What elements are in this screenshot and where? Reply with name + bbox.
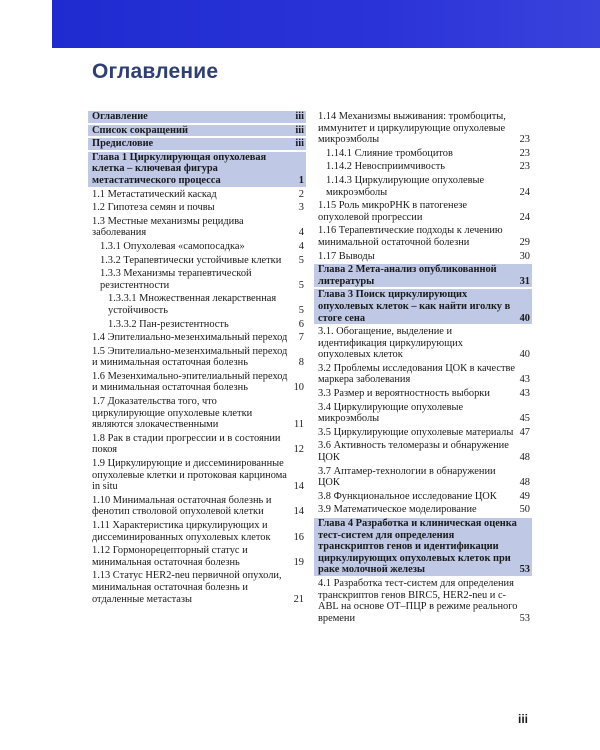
toc-entry[interactable]: [88, 396, 306, 431]
page-number: iii: [517, 712, 528, 726]
toc-entry-page: 21: [293, 593, 304, 605]
toc-entry-title: 1.2 Гипотеза семян и почвы: [92, 202, 215, 214]
toc-entry[interactable]: [88, 319, 306, 331]
toc-entry-title: 1.8 Рак в стадии прогрессии и в состоянии покоя: [92, 432, 281, 456]
toc-entry-page: 4: [298, 240, 304, 252]
toc-entry-title: 3.7 Аптамер-технологии в обнаружении ЦОК: [318, 465, 496, 489]
toc-chapter-entry[interactable]: [88, 111, 306, 123]
toc-entry[interactable]: [88, 346, 306, 369]
toc-entry-title: 1.9 Циркулирующие и диссеминированные опухолевые клетки и протоковая карцинома in situ: [92, 458, 287, 493]
toc-entry-page: 14: [293, 481, 304, 493]
toc-entry-page: iii: [295, 111, 304, 122]
toc-entry[interactable]: [314, 111, 532, 146]
toc-entry[interactable]: [314, 578, 532, 624]
toc-entry-title: 1.14.3 Циркулирующие опухолевые микроэмболы: [326, 174, 485, 198]
toc-entry-page: 23: [519, 161, 530, 173]
toc-entry[interactable]: [88, 268, 306, 291]
toc-entry[interactable]: [88, 189, 306, 201]
toc-entry-page: 24: [519, 211, 530, 223]
toc-entry[interactable]: [314, 402, 532, 425]
toc-entry-page: 7: [298, 332, 304, 344]
toc-entry-title: 3.1. Обогащение, выделение и идентификация циркулирующих опухолевых клеток: [318, 326, 463, 361]
toc-entry-page: 6: [298, 318, 304, 330]
toc-entry-title: 3.5 Циркулирующие опухолевые материалы: [318, 426, 514, 438]
toc-entry-page: iii: [295, 138, 304, 150]
toc-entry[interactable]: [314, 440, 532, 463]
toc-entry-title: 3.8 Функциональное исследование ЦОК: [318, 490, 497, 502]
toc-entry[interactable]: [314, 388, 532, 400]
toc-entry-title: Глава 2 Мета-анализ опубликованной литературы: [318, 264, 497, 287]
toc-entry-page: 3: [298, 202, 304, 214]
toc-entry[interactable]: [314, 504, 532, 516]
toc-entry-page: 5: [298, 304, 304, 316]
toc-entry[interactable]: [88, 570, 306, 605]
toc-entry-page: 30: [519, 250, 530, 262]
toc-entry[interactable]: [88, 458, 306, 493]
toc-entry-title: 1.10 Минимальная остаточная болезнь и фенотип стволовой опухолевой клетки: [92, 494, 272, 518]
toc-entry-page: 43: [519, 374, 530, 386]
toc-entry-title: 3.3 Размер и вероятностность выборки: [318, 388, 490, 400]
toc-entry[interactable]: [88, 433, 306, 456]
toc-entry[interactable]: [88, 216, 306, 239]
toc-entry[interactable]: [88, 495, 306, 518]
toc-entry-page: 1: [298, 174, 304, 186]
toc-entry-page: 53: [519, 564, 530, 576]
toc-chapter-entry[interactable]: [314, 518, 532, 576]
toc-entry[interactable]: [314, 491, 532, 503]
toc-entry-title: Оглавление: [92, 111, 148, 122]
toc-chapter-entry[interactable]: [88, 125, 306, 137]
toc-entry-page: 24: [519, 186, 530, 198]
toc-entry[interactable]: [314, 175, 532, 198]
toc-entry[interactable]: [314, 363, 532, 386]
toc-entry-title: 3.4 Циркулирующие опухолевые микроэмболы: [318, 401, 464, 425]
toc-chapter-entry[interactable]: [314, 289, 532, 324]
toc-entry-title: 1.7 Доказательства того, что циркулирующие опухолевые клетки являются злокачественными: [92, 396, 253, 431]
toc-entry[interactable]: [88, 241, 306, 253]
toc-entry-page: 23: [519, 147, 530, 159]
toc-entry-page: 12: [293, 444, 304, 456]
toc-entry-page: 50: [519, 504, 530, 516]
toc-entry-title: 1.3.1 Опухолевая «самопосадка»: [100, 240, 245, 252]
toc-entry-title: 1.3.2 Терапевтически устойчивые клетки: [100, 254, 282, 266]
toc-left-column: [88, 111, 306, 607]
toc-entry-title: 1.14 Механизмы выживания: тромбоциты, иммунитет и циркулирующие опухолевые микроэмболы: [318, 111, 506, 146]
toc-entry-page: 40: [519, 349, 530, 361]
toc-entry-title: 1.13 Статус HER2-neu первичной опухоли, минимальная остаточная болезнь и отдаленные метастазы: [92, 570, 282, 605]
toc-entry-title: 3.9 Математическое моделирование: [318, 504, 477, 516]
toc-entry-title: 1.5 Эпителиально-мезенхимальный переход и минимальная остаточная болезнь: [92, 345, 288, 369]
toc-entry-page: 43: [519, 388, 530, 400]
toc-entry[interactable]: [88, 202, 306, 214]
header-band: [52, 0, 600, 48]
toc-entry[interactable]: [88, 371, 306, 394]
toc-entry-page: 11: [293, 419, 304, 431]
toc-entry-title: 1.3.3.2 Пан-резистентность: [108, 318, 229, 330]
toc-right-column: [314, 111, 532, 626]
toc-entry-title: Глава 1 Циркулирующая опухолевая клетка – ключевая фигура метастатического процесса: [92, 151, 267, 186]
toc-entry-title: 1.14.1 Слияние тромбоцитов: [326, 147, 453, 159]
toc-entry-title: 1.12 Гормонорецепторный статус и минимальная остаточная болезнь: [92, 545, 248, 568]
toc-entry-page: 29: [519, 236, 530, 248]
toc-entry[interactable]: [314, 427, 532, 439]
toc-entry-title: 3.2 Проблемы исследования ЦОК в качестве маркера заболевания: [318, 362, 515, 386]
toc-entry-page: 45: [519, 413, 530, 425]
toc-chapter-entry[interactable]: [88, 152, 306, 187]
toc-chapter-entry[interactable]: [88, 138, 306, 150]
toc-entry-page: 49: [519, 490, 530, 502]
toc-entry[interactable]: [88, 255, 306, 267]
toc-entry[interactable]: [88, 332, 306, 344]
toc-entry-page: 5: [298, 279, 304, 291]
toc-entry-page: 16: [293, 531, 304, 543]
toc-entry-page: iii: [295, 124, 304, 136]
toc-entry-title: 1.15 Роль микроРНК в патогенезе опухолевой прогрессии: [318, 200, 468, 223]
page-title: Оглавление: [92, 60, 219, 83]
toc-entry-page: 4: [298, 227, 304, 239]
toc-entry[interactable]: [314, 148, 532, 160]
toc-entry-title: Список сокращений: [92, 124, 188, 136]
toc-entry-title: 1.16 Терапевтические подходы к лечению минимальной остаточной болезни: [318, 225, 503, 248]
toc-entry-title: 3.6 Активность теломеразы и обнаружение ЦОК: [318, 440, 509, 464]
toc-entry[interactable]: [88, 520, 306, 543]
toc-entry[interactable]: [314, 200, 532, 223]
toc-entry-page: 48: [519, 477, 530, 489]
toc-entry-title: 1.6 Мезенхимально-эпителиальный переход и минимальная остаточная болезнь: [92, 370, 288, 394]
toc-entry-title: 4.1 Разработка тест-систем для определения транскриптов генов BIRC5, HER2-neu и c-ABL на основе ОТ–ПЦР в режиме реального времени: [318, 577, 518, 624]
toc-entry-title: 1.3.3 Механизмы терапевтической резистентности: [100, 268, 252, 291]
toc-entry-title: Глава 4 Разработка и клиническая оценка тест-систем для определения транскриптов генов и идентификации циркулирующих опухолевых клеток при раке молочной железы: [318, 518, 517, 576]
toc-entry-page: 14: [293, 506, 304, 518]
toc-entry[interactable]: [314, 225, 532, 248]
toc-entry-page: 8: [298, 357, 304, 369]
toc-entry-title: 1.1 Метастатический каскад: [92, 188, 217, 200]
toc-entry[interactable]: [88, 545, 306, 568]
toc-entry-title: 1.3 Местные механизмы рецидива заболевания: [92, 215, 244, 239]
toc-entry[interactable]: [314, 251, 532, 263]
toc-entry[interactable]: [314, 466, 532, 489]
toc-entry[interactable]: [314, 326, 532, 361]
toc-entry-page: 23: [519, 134, 530, 146]
toc-entry[interactable]: [314, 161, 532, 173]
toc-entry-page: 19: [293, 556, 304, 568]
toc-entry-page: 10: [293, 382, 304, 394]
toc-entry-page: 53: [519, 612, 530, 624]
toc-entry-title: 1.3.3.1 Множественная лекарственная устойчивость: [108, 293, 277, 316]
toc-entry-title: Глава 3 Поиск циркулирующих опухолевых клеток – как найти иголку в стоге сена: [318, 289, 511, 324]
toc-entry-page: 31: [519, 275, 530, 287]
toc-entry-page: 48: [519, 452, 530, 464]
toc-entry-title: Предисловие: [92, 138, 154, 150]
toc-entry-title: 1.4 Эпителиально-мезенхимальный переход: [92, 332, 288, 344]
toc-entry-title: 1.17 Выводы: [318, 250, 375, 262]
toc-entry-page: 47: [519, 426, 530, 438]
toc-entry-title: 1.14.2 Невосприимчивость: [326, 161, 446, 173]
toc-chapter-entry[interactable]: [314, 264, 532, 287]
toc-entry[interactable]: [88, 293, 306, 316]
toc-entry-page: 40: [519, 312, 530, 324]
toc-entry-page: 5: [298, 254, 304, 266]
toc-entry-page: 2: [298, 188, 304, 200]
toc-entry-title: 1.11 Характеристика циркулирующих и диссеминированных опухолевых клеток: [92, 520, 271, 543]
